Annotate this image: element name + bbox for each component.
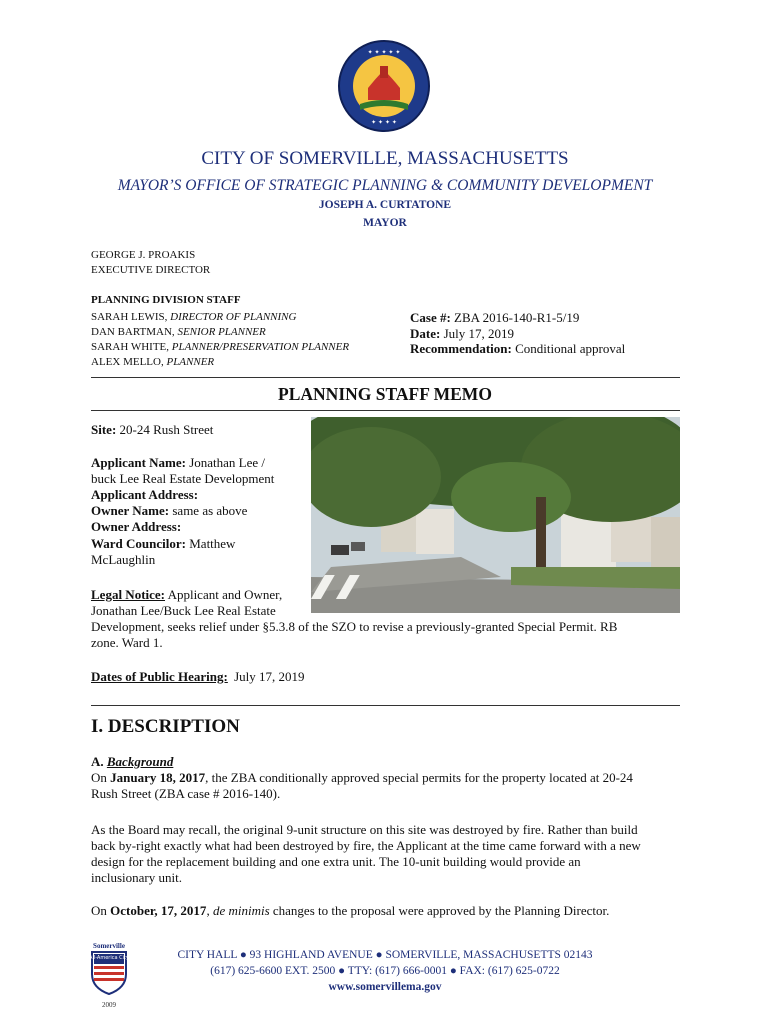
applicant-name-cont: buck Lee Real Estate Development	[91, 471, 275, 486]
footer-phones: (617) 625-6600 EXT. 2500 ● TTY: (617) 666-0001 ● FAX: (617) 625-0722	[210, 965, 560, 977]
divider	[91, 377, 680, 378]
site-line: Site: 20-24 Rush Street	[91, 422, 214, 437]
office-title: MAYOR’S OFFICE OF STRATEGIC PLANNING & COMMUNITY DEVELOPMENT	[117, 177, 653, 194]
staff-heading: PLANNING DIVISION STAFF	[91, 294, 241, 306]
paragraph-2-line1: As the Board may recall, the original 9-unit structure on this site was destroyed by fire. Rather than build	[91, 822, 638, 837]
paragraph-2-line2: back by-right exactly what had been destroyed by fire, the Applicant at the time came forward with a new	[91, 838, 641, 853]
ward-councilor: Ward Councilor: Matthew	[91, 536, 236, 551]
memo-title: PLANNING STAFF MEMO	[278, 384, 492, 404]
divider	[91, 705, 680, 706]
staff-role: DIRECTOR OF PLANNING	[170, 311, 297, 323]
staff-name: SARAH WHITE,	[91, 341, 170, 353]
paragraph-2-line3: design for the replacement building and one extra unit. The 10-unit building would provide an	[91, 854, 581, 869]
city-seal	[338, 40, 430, 132]
legal-notice-line3: Development, seeks relief under §5.3.8 of the SZO to revise a previously-granted Special Permit. RB	[91, 619, 618, 634]
divider	[91, 410, 680, 411]
staff-member	[91, 310, 296, 325]
owner-name: Owner Name: same as above	[91, 503, 248, 518]
badge-mid-text: All-America City	[89, 955, 129, 961]
badge-year: 2009	[102, 1001, 116, 1009]
staff-name: ALEX MELLO,	[91, 356, 164, 368]
staff-role: PLANNER/PRESERVATION PLANNER	[171, 341, 350, 353]
case-date: Date: July 17, 2019	[410, 326, 514, 341]
applicant-address: Applicant Address:	[91, 487, 199, 502]
paragraph-1-line2: Rush Street (ZBA case # 2016-140).	[91, 786, 281, 801]
staff-member	[91, 355, 214, 370]
seal-icon	[338, 40, 430, 132]
footer-website-link[interactable]: www.somervillema.gov	[328, 981, 442, 993]
footer-address: CITY HALL ● 93 HIGHLAND AVENUE ● SOMERVILLE, MASSACHUSETTS 02143	[177, 949, 593, 961]
case-number: Case #: ZBA 2016-140-R1-5/19	[410, 310, 580, 325]
staff-name: SARAH LEWIS,	[91, 311, 168, 323]
owner-address: Owner Address:	[91, 519, 182, 534]
staff-member	[91, 325, 266, 340]
public-hearing: Dates of Public Hearing: July 17, 2019	[91, 669, 305, 684]
legal-notice-line1: Legal Notice: Applicant and Owner,	[91, 587, 283, 602]
svg-text:✦ ✦ ✦ ✦ ✦: ✦ ✦ ✦ ✦ ✦	[367, 49, 401, 56]
staff-member	[91, 340, 349, 355]
mayor-name: JOSEPH A. CURTATONE	[318, 199, 452, 211]
ward-councilor-cont: McLaughlin	[91, 552, 156, 567]
case-recommendation: Recommendation: Conditional approval	[410, 341, 626, 356]
city-title: CITY OF SOMERVILLE, MASSACHUSETTS	[201, 148, 569, 169]
paragraph-1: On January 18, 2017, the ZBA conditionally approved special permits for the property located at 20-24	[91, 770, 633, 785]
legal-notice-line2: Jonathan Lee/Buck Lee Real Estate	[91, 603, 276, 618]
staff-role: PLANNER	[166, 356, 215, 368]
site-photo	[311, 417, 680, 613]
paragraph-3: On October, 17, 2017, de minimis changes to the proposal were approved by the Planning Director.	[91, 903, 610, 918]
applicant-name: Applicant Name: Jonathan Lee /	[91, 455, 266, 470]
staff-name: DAN BARTMAN,	[91, 326, 175, 338]
section-title: I. DESCRIPTION	[91, 716, 240, 737]
street-photo-image	[311, 417, 680, 613]
director-name: GEORGE J. PROAKIS	[91, 249, 196, 261]
mayor-title: MAYOR	[363, 217, 407, 229]
paragraph-2-line4: inclusionary unit.	[91, 870, 182, 885]
svg-text:✦ ✦ ✦ ✦: ✦ ✦ ✦ ✦	[371, 119, 397, 126]
subsection-heading: A. Background	[91, 754, 174, 769]
legal-notice-line4: zone. Ward 1.	[91, 635, 163, 650]
badge-top-text: Somerville	[93, 942, 125, 950]
director-title: EXECUTIVE DIRECTOR	[91, 264, 211, 276]
staff-role: SENIOR PLANNER	[177, 326, 266, 338]
